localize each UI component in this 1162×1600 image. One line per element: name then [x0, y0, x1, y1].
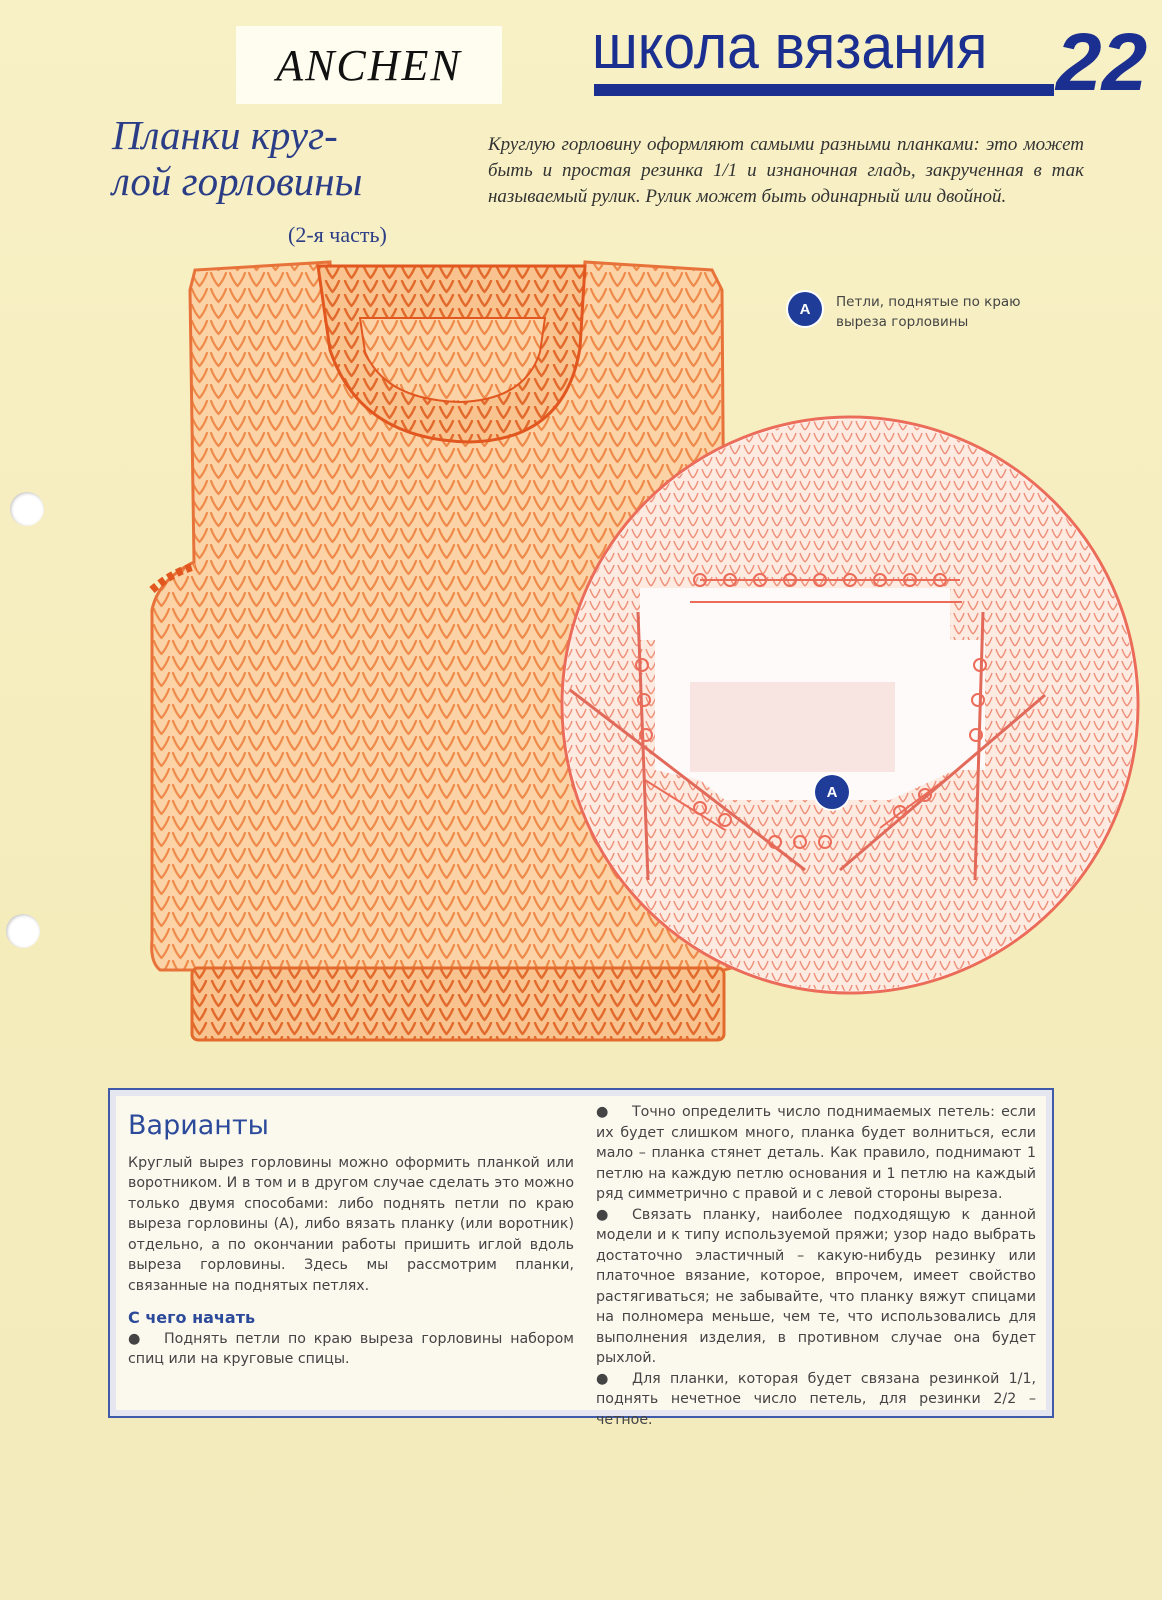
figure-badge — [815, 775, 849, 809]
page-title-line: Планки круг- — [112, 112, 338, 158]
brand-logo: ANCHEN — [276, 40, 462, 90]
variants-box — [108, 1088, 1054, 1428]
figure-badge-label: A — [815, 775, 849, 809]
bullet-dot: ● — [596, 1206, 609, 1223]
bullet-item — [596, 1102, 1036, 1205]
start-heading: С чего начать — [128, 1308, 256, 1327]
variants-heading: Варианты — [128, 1110, 269, 1141]
bullet-text: Поднять петли по краю выреза горловины набором спиц или на круговые спицы. — [128, 1330, 574, 1367]
bullet-text: Связать планку, наиболее подходящую к данной модели и к типу используемой пряжи; узор надо выбрать достаточно эластичный – какую-нибудь резинку или платочное вязание, которое, впрочем, имеет свойство растягиваться; не забывайте, что планку вяжут спицами на полномера меньше, чем те, что использовались для выполнения изделия, в противном случае она будет рыхлой. — [596, 1206, 1036, 1366]
legend-text: Петли, поднятые по краю выреза горловины — [836, 294, 1021, 330]
bullet-dot: ● — [596, 1370, 609, 1387]
bullet-text: Точно определить число поднимаемых петель: если их будет слишком много, планка будет волниться, если мало – планка стянет деталь. Как правило, поднимают 1 петлю на каждую петлю основания и 1 петлю на каждый ряд симметрично с правой и с левой стороны выреза. — [596, 1104, 1036, 1202]
intro-text: Круглую горловину оформляют самыми разными планками: это может быть и простая резинка 1/1 и изнаночная гладь, закрученная в так называемый рулик. Рулик может быть одинарный или двойной. — [488, 134, 1084, 207]
part-label: (2-я часть) — [288, 222, 387, 247]
bullet-text: Для планки, которая будет связана резинкой 1/1, поднять нечетное число петель, для резинки 2/2 – четное. — [596, 1370, 1036, 1428]
bullet-dot: ● — [596, 1104, 609, 1120]
variants-right-column — [596, 1090, 1036, 1430]
bullet-item — [596, 1369, 1036, 1431]
legend-badge: A — [788, 292, 822, 326]
issue-number: 22 — [1056, 17, 1148, 108]
vest-hem-rib — [192, 968, 724, 1040]
bullet-item — [128, 1329, 574, 1370]
section-title: школа вязания — [592, 13, 988, 82]
bullet-item — [596, 1205, 1036, 1369]
bullet-dot: ● — [128, 1330, 141, 1347]
page-title-line: лой горловины — [112, 158, 363, 204]
variants-left-column — [128, 1090, 574, 1370]
variants-paragraph: Круглый вырез горловины можно оформить планкой или воротником. И в том и в другом случае сделать это можно только двумя способами: либо поднять петли по краю выреза горловины (А), либо вязать планку (или воротник) отдельно, а по окончании работы пришить иглой вдоль выреза горловины. Здесь мы рассмотрим планки, связанные на поднятых петлях. — [128, 1154, 574, 1294]
